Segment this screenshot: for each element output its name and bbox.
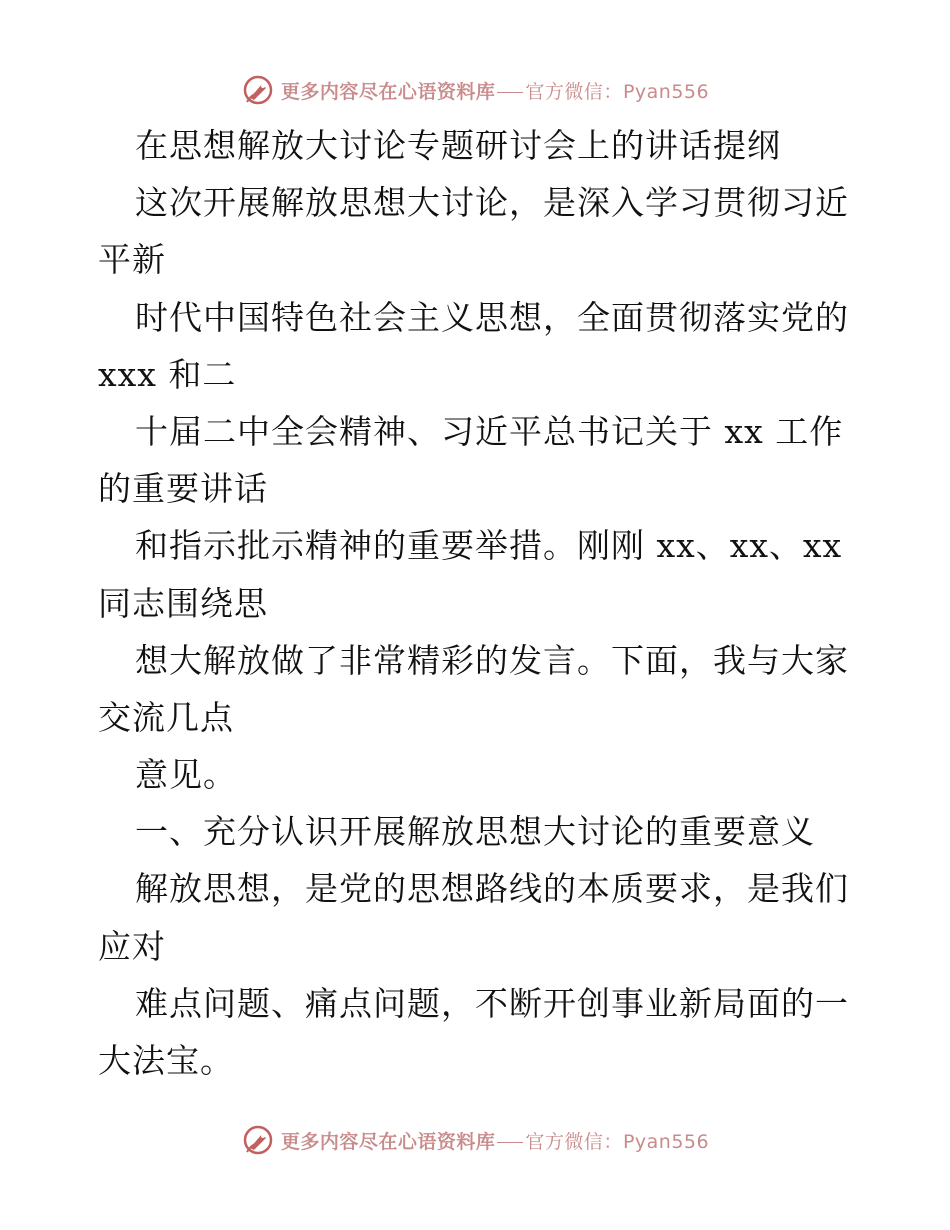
header-watermark [0,70,950,110]
paragraph-line: 的重要讲话 [98,469,268,509]
watermark-text: 更多内容尽在心语资料库 官方微信：Pyan556 [280,80,710,103]
paragraph-line: 和指示批示精神的重要举措。刚刚 xx、xx、xx [135,526,843,566]
section-heading: 一、充分认识开展解放思想大讨论的重要意义 [135,812,815,852]
footer-watermark [0,1120,950,1160]
paragraph-line: 解放思想，是党的思想路线的本质要求，是我们 [135,869,849,909]
paragraph-line: 想大解放做了非常精彩的发言。下面，我与大家 [135,640,849,680]
paragraph-line: 这次开展解放思想大讨论，是深入学习贯彻习近 [135,183,849,223]
paragraph-line: 意见。 [135,755,237,795]
paragraph-line: xxx 和二 [98,354,237,394]
paragraph-line: 同志围绕思 [98,583,268,623]
paragraph-line: 时代中国特色社会主义思想，全面贯彻落实党的 [135,297,849,337]
pen-nib-logo-icon [241,73,275,107]
paragraph-line: 交流几点 [98,697,234,737]
document-title: 在思想解放大讨论专题研讨会上的讲话提纲 [135,126,781,165]
paragraph-line: 难点问题、痛点问题，不断开创事业新局面的一 [135,983,849,1023]
paragraph-line: 应对 [98,926,166,966]
document-body [98,117,858,1089]
paragraph-line: 大法宝。 [98,1041,234,1080]
paragraph-line: 平新 [98,240,166,280]
pen-nib-logo-icon [241,1123,275,1157]
watermark-text: 更多内容尽在心语资料库 官方微信：Pyan556 [280,1130,710,1153]
paragraph-line: 十届二中全会精神、习近平总书记关于 xx 工作 [135,411,844,451]
